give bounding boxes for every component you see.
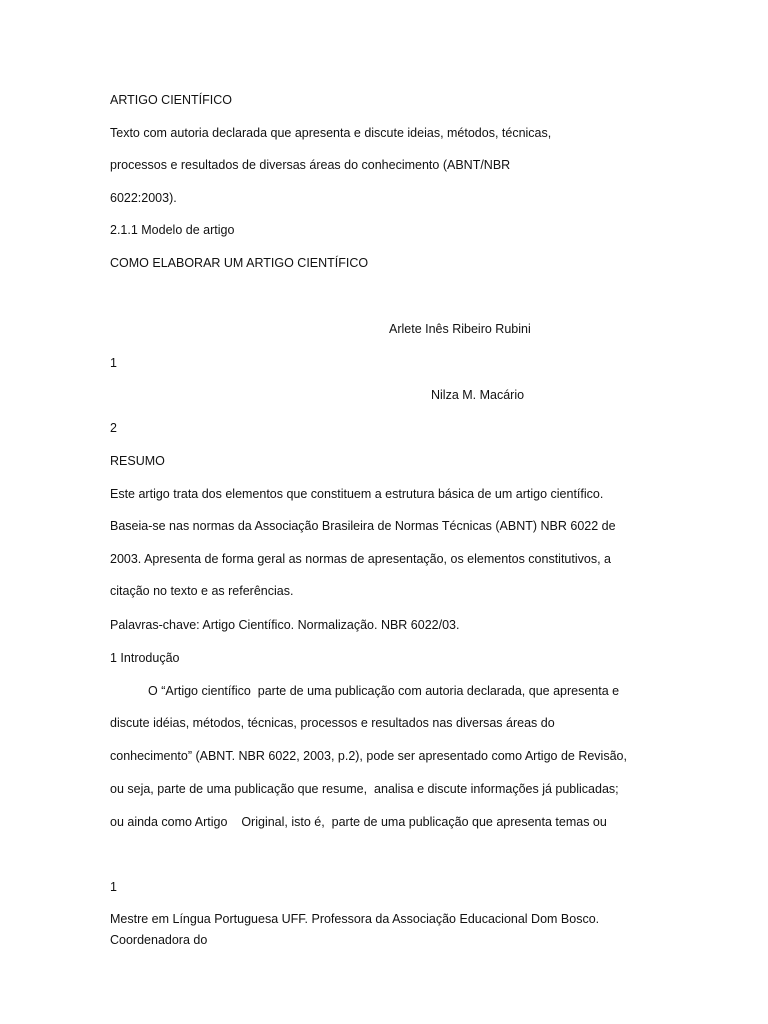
abstract-line-4: citação no texto e as referências. <box>110 584 294 598</box>
body-line-1: O “Artigo científico parte de uma publicação com autoria declarada, que apresenta e <box>148 684 620 698</box>
body-line-4: ou seja, parte de uma publicação que resume, analisa e discute informações já publicadas; <box>110 782 619 796</box>
body-line-5: ou ainda como Artigo Original, isto é, parte de uma publicação que apresenta temas ou <box>110 815 607 829</box>
body-line-2: discute idéias, métodos, técnicas, processos e resultados nas diversas áreas do <box>110 716 555 730</box>
author-1-footnote-marker: 1 <box>110 356 117 370</box>
abstract-line-3: 2003. Apresenta de forma geral as normas de apresentação, os elementos constitutivos, a <box>110 552 611 566</box>
article-title: COMO ELABORAR UM ARTIGO CIENTÍFICO <box>110 256 369 270</box>
footnote-number: 1 <box>110 880 117 894</box>
author-2-footnote-marker: 2 <box>110 421 117 435</box>
footnote-line-2: Coordenadora do <box>110 933 208 947</box>
author-2: Nilza M. Macário <box>431 388 525 402</box>
section-model-heading: 2.1.1 Modelo de artigo <box>110 223 235 237</box>
document-title: ARTIGO CIENTÍFICO <box>110 93 232 107</box>
author-1: Arlete Inês Ribeiro Rubini <box>389 322 531 336</box>
footnote-line-1: Mestre em Língua Portuguesa UFF. Professora da Associação Educacional Dom Bosco. <box>110 912 600 926</box>
intro-line-1: Texto com autoria declarada que apresenta e discute ideias, métodos, técnicas, <box>110 126 552 140</box>
intro-line-2: processos e resultados de diversas áreas do conhecimento (ABNT/NBR <box>110 158 511 172</box>
body-line-3: conhecimento” (ABNT. NBR 6022, 2003, p.2), pode ser apresentado como Artigo de Revisão, <box>110 749 627 763</box>
introduction-heading: 1 Introdução <box>110 651 180 665</box>
abstract-line-1: Este artigo trata dos elementos que constituem a estrutura básica de um artigo científico. <box>110 487 604 501</box>
intro-line-3: 6022:2003). <box>110 191 177 205</box>
abstract-heading: RESUMO <box>110 454 165 468</box>
abstract-line-2: Baseia-se nas normas da Associação Brasileira de Normas Técnicas (ABNT) NBR 6022 de <box>110 519 616 533</box>
keywords: Palavras-chave: Artigo Científico. Normalização. NBR 6022/03. <box>110 618 460 632</box>
